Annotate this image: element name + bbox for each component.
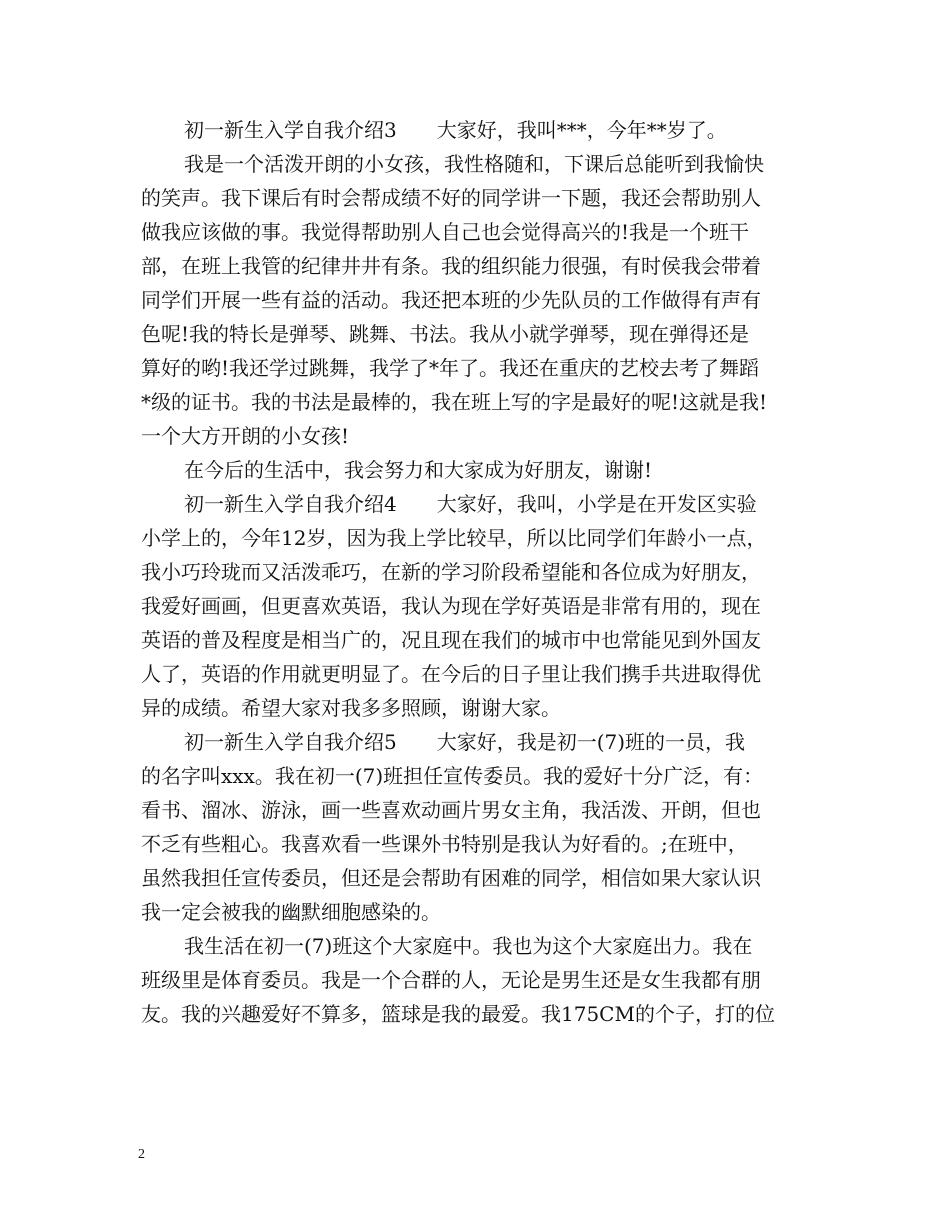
text-line: 英语的普及程度是相当广的，况且现在我们的城市中也常能见到外国友 xyxy=(141,628,761,652)
text-line: 不乏有些粗心。我喜欢看一些课外书特别是我认为好看的。;在班中， xyxy=(141,832,748,856)
text-line: 班级里是体育委员。我是一个合群的人，无论是男生还是女生我都有朋 xyxy=(141,968,761,992)
text-line: 我一定会被我的幽默细胞感染的。 xyxy=(141,900,441,924)
text-line: 我是一个活泼开朗的小女孩，我性格随和，下课后总能听到我愉快 xyxy=(184,152,764,176)
text-line: 异的成绩。希望大家对我多多照顾，谢谢大家。 xyxy=(141,696,561,720)
text-line: 色呢!我的特长是弹琴、跳舞、书法。我从小就学弹琴，现在弹得还是 xyxy=(141,322,750,346)
text-line: 初一新生入学自我介绍4 大家好，我叫，小学是在开发区实验 xyxy=(184,492,757,516)
text-line: 同学们开展一些有益的活动。我还把本班的少先队员的工作做得有声有 xyxy=(141,288,761,312)
text-line: 人了，英语的作用就更明显了。在今后的日子里让我们携手共进取得优 xyxy=(141,662,761,686)
page-number: 2 xyxy=(138,1147,145,1162)
text-line: 友。我的兴趣爱好不算多，篮球是我的最爱。我175CM的个子，打的位 xyxy=(141,1002,775,1026)
text-line: 我小巧玲珑而又活泼乖巧，在新的学习阶段希望能和各位成为好朋友， xyxy=(141,560,761,584)
text-line: 初一新生入学自我介绍5 大家好，我是初一(7)班的一员，我 xyxy=(184,730,746,754)
text-line: 我生活在初一(7)班这个大家庭中。我也为这个大家庭出力。我在 xyxy=(184,934,753,958)
text-line: 的名字叫xxx。我在初一(7)班担任宣传委员。我的爱好十分广泛，有： xyxy=(141,764,764,788)
text-line: 初一新生入学自我介绍3 大家好，我叫***，今年**岁了。 xyxy=(184,118,727,142)
text-line: 一个大方开朗的小女孩! xyxy=(141,424,350,448)
text-line: 小学上的，今年12岁，因为我上学比较早，所以比同学们年龄小一点， xyxy=(141,526,767,550)
text-line: 算好的哟!我还学过跳舞，我学了*年了。我还在重庆的艺校去考了舞蹈 xyxy=(141,356,760,380)
text-line: 看书、溜冰、游泳，画一些喜欢动画片男女主角，我活泼、开朗，但也 xyxy=(141,798,761,822)
text-line: *级的证书。我的书法是最棒的，我在班上写的字是最好的呢!这就是我! xyxy=(141,390,768,414)
text-line: 我爱好画画，但更喜欢英语，我认为现在学好英语是非常有用的，现在 xyxy=(141,594,761,618)
text-line: 虽然我担任宣传委员，但还是会帮助有困难的同学，相信如果大家认识 xyxy=(141,866,761,890)
text-line: 在今后的生活中，我会努力和大家成为好朋友，谢谢! xyxy=(184,458,653,482)
text-line: 的笑声。我下课后有时会帮成绩不好的同学讲一下题，我还会帮助别人 xyxy=(141,186,761,210)
text-line: 做我应该做的事。我觉得帮助别人自己也会觉得高兴的!我是一个班干 xyxy=(141,220,750,244)
text-line: 部，在班上我管的纪律井井有条。我的组织能力很强，有时侯我会带着 xyxy=(141,254,761,278)
